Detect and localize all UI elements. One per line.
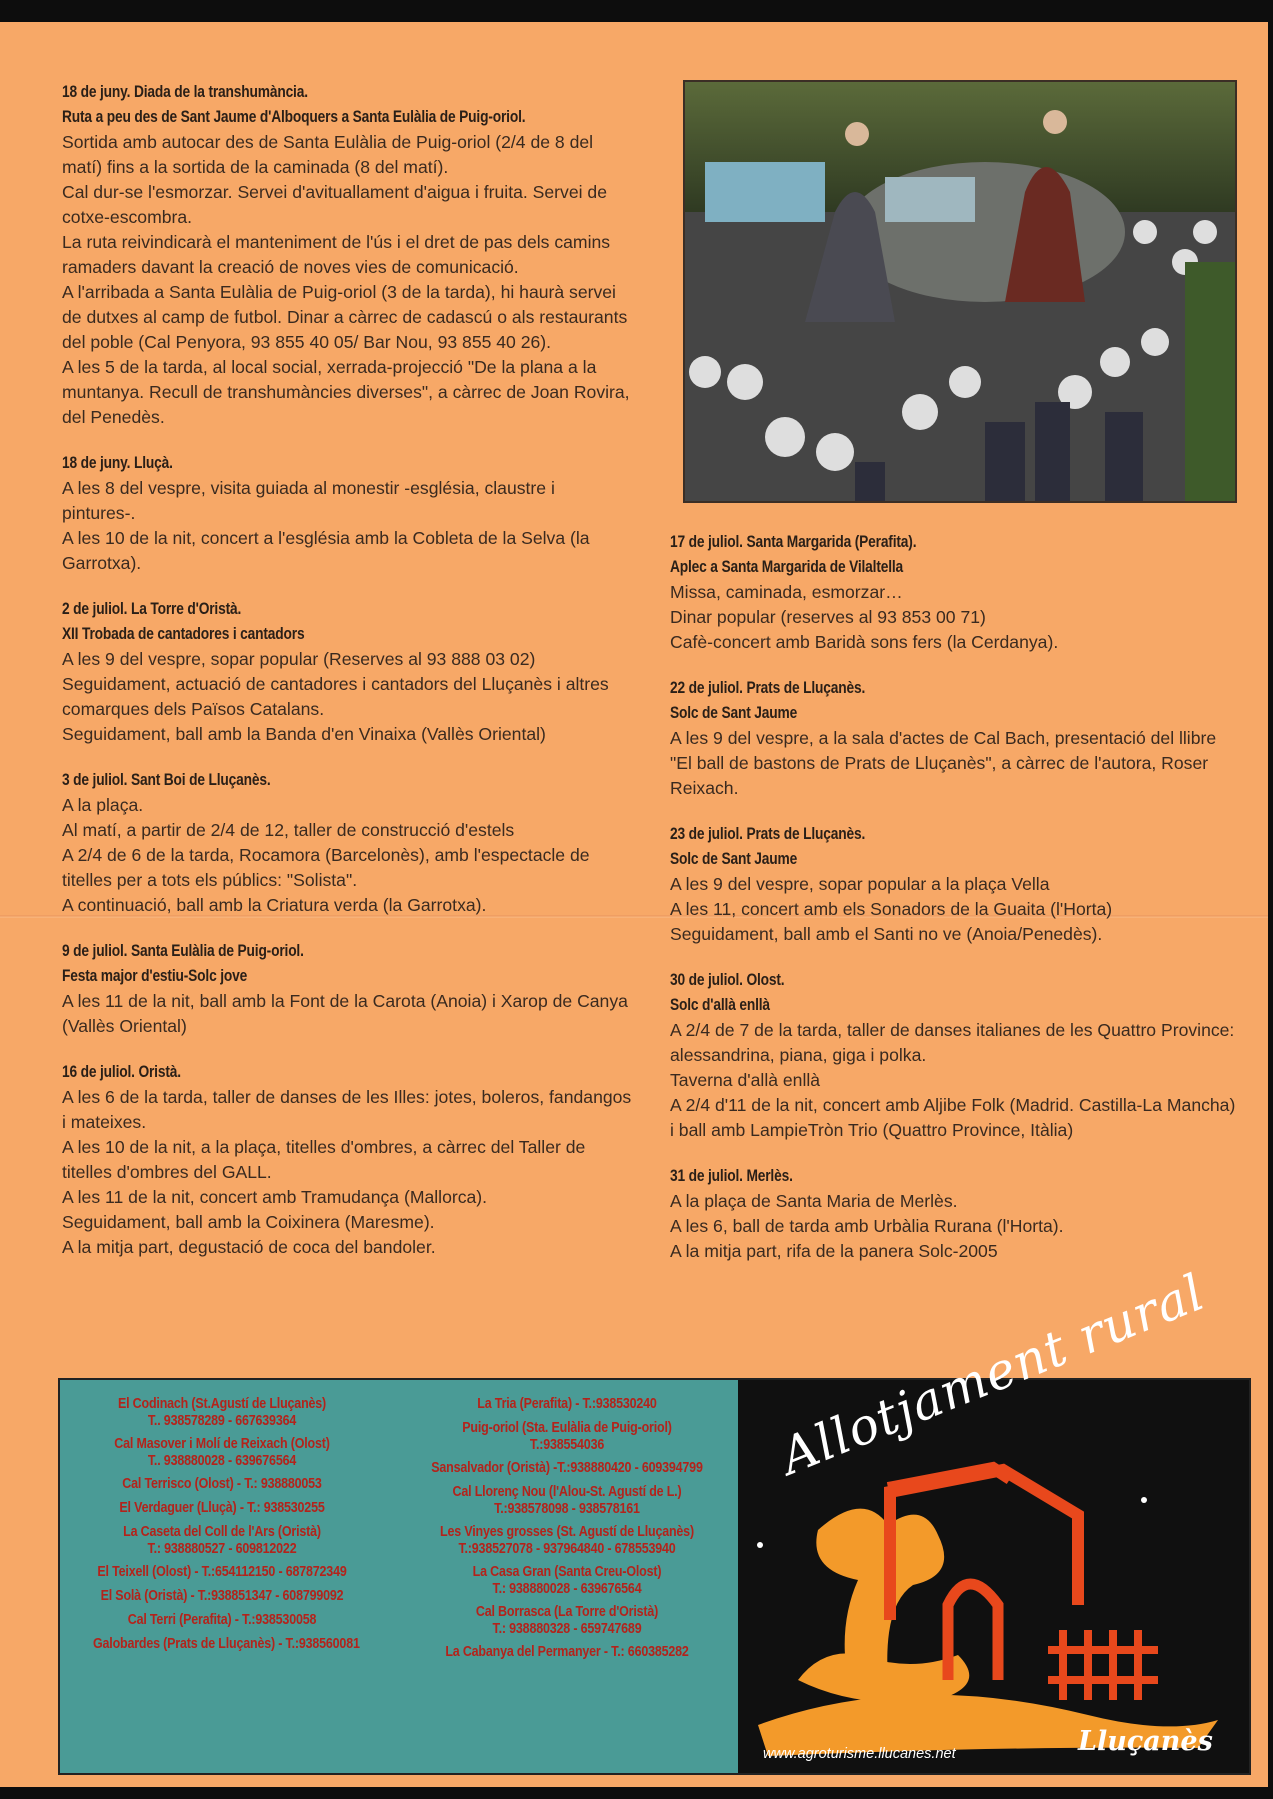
event-entry: [62, 80, 632, 430]
event-detail: A continuació, ball amb la Criatura verda (la Garrotxa).: [62, 895, 487, 915]
accommodation-name: Cal Llorenç Nou (l'Alou-St. Agustí de L.): [452, 1484, 682, 1500]
event-subtitle: XII Trobada de cantadores i cantadors: [62, 625, 305, 643]
event-detail: A les 6, ball de tarda amb Urbàlia Rurana (l'Horta).: [670, 1216, 1064, 1236]
accommodation-name: Cal Terrisco (Olost) - T.: 938880053: [122, 1476, 322, 1492]
accommodation-phone: T.. 938578289 - 667639364: [147, 1413, 297, 1429]
event-subtitle: Ruta a peu des de Sant Jaume d'Alboquers a Santa Eulàlia de Puig-oriol.: [62, 108, 526, 126]
accommodation-item: [93, 1500, 351, 1517]
event-detail: Cal dur-se l'esmorzar. Servei d'avituallament d'aigua i fruita. Servei de cotxe-escombra.: [62, 182, 607, 227]
accommodation-item: [93, 1636, 360, 1653]
logo-title: Allotjament rural: [772, 1263, 1213, 1486]
accommodation-item: [422, 1420, 713, 1454]
event-entry: [670, 822, 1240, 947]
event-entry: [62, 451, 632, 576]
event-detail: A la mitja part, degustació de coca del bandoler.: [62, 1237, 436, 1257]
event-detail: Seguidament, actuació de cantadores i cantadors del Lluçanès i altres comarques dels Països Catalans.: [62, 674, 609, 719]
event-entry: [62, 597, 632, 747]
event-detail: Taverna d'allà enllà: [670, 1070, 821, 1090]
accommodation-item: [93, 1396, 351, 1430]
event-detail: A la mitja part, rifa de la panera Solc-2005: [670, 1241, 998, 1261]
allotjament-rural-logo: [738, 1263, 1249, 1773]
region-name: Lluçanès: [1078, 1726, 1213, 1757]
event-title: 18 de juny. Diada de la transhumància.: [62, 83, 308, 101]
event-title: 18 de juny. Lluçà.: [62, 454, 173, 472]
accommodation-name: Cal Masover i Molí de Reixach (Olost): [114, 1436, 330, 1452]
event-subtitle: Solc d'allà enllà: [670, 996, 770, 1014]
event-detail: A les 11 de la nit, concert amb Tramudança (Mallorca).: [62, 1187, 488, 1207]
accommodation-name: Cal Borrasca (La Torre d'Oristà): [475, 1604, 659, 1620]
accommodation-phone: T.: 938880328 - 659747689: [492, 1621, 642, 1637]
event-subtitle: Aplec a Santa Margarida de Vilaltella: [670, 558, 904, 576]
accommodation-name: El Codinach (St.Agustí de Lluçanès): [117, 1396, 327, 1412]
accommodation-name: La Casa Gran (Santa Creu-Olost): [472, 1564, 662, 1580]
brochure-page: [0, 22, 1268, 1787]
accommodation-phone: T.: 938880028 - 639676564: [492, 1581, 642, 1597]
event-entry: [62, 768, 632, 918]
accommodation-item: [93, 1436, 351, 1470]
event-detail: A la plaça de Santa Maria de Merlès.: [670, 1191, 958, 1211]
event-title: 31 de juliol. Merlès.: [670, 1167, 793, 1185]
accommodation-item: [93, 1588, 351, 1605]
event-detail: Sortida amb autocar des de Santa Eulàlia de Puig-oriol (2/4 de 8 del matí) fins a la sortida de la caminada (8 del matí).: [62, 132, 594, 177]
accommodation-name: Les Vinyes grosses (St. Agustí de Lluçanès): [440, 1524, 694, 1540]
event-entry: [670, 530, 1240, 655]
events-left-column: [62, 80, 632, 1281]
event-title: 2 de juliol. La Torre d'Oristà.: [62, 600, 242, 618]
accommodation-phone: T.:938527078 - 937964840 - 678553940: [458, 1541, 676, 1557]
event-detail: Missa, caminada, esmorzar…: [670, 582, 903, 602]
accommodation-name: El Solà (Oristà) - T.:938851347 - 608799092: [100, 1588, 344, 1604]
event-detail: Dinar popular (reserves al 93 853 00 71): [670, 607, 986, 627]
accommodation-item: [422, 1460, 713, 1477]
accommodation-item: [93, 1476, 351, 1493]
accommodation-name: Sansalvador (Oristà) -T.:938880420 - 609394799: [431, 1460, 703, 1476]
accommodation-name: La Cabanya del Permanyer - T.: 660385282: [445, 1644, 689, 1660]
event-detail: A les 11, concert amb els Sonadors de la Guaita (l'Horta): [670, 899, 1113, 919]
accommodation-item: [422, 1564, 713, 1598]
event-detail: A les 11 de la nit, ball amb la Font de la Carota (Anoia) i Xarop de Canya (Vallès Oriental): [62, 991, 628, 1036]
accommodation-name: La Tria (Perafita) - T.:938530240: [477, 1396, 657, 1412]
event-title: 17 de juliol. Santa Margarida (Perafita).: [670, 533, 917, 551]
accommodation-name: El Verdaguer (Lluçà) - T.: 938530255: [119, 1500, 325, 1516]
accommodation-item: [422, 1484, 713, 1518]
event-detail: Cafè-concert amb Baridà sons fers (la Cerdanya).: [670, 632, 1059, 652]
event-title: 9 de juliol. Santa Eulàlia de Puig-oriol.: [62, 942, 304, 960]
event-detail: A 2/4 de 6 de la tarda, Rocamora (Barcelonès), amb l'espectacle de titelles per a tots els públics: "Solista".: [62, 845, 590, 890]
event-detail: La ruta reivindicarà el manteniment de l'ús i el dret de pas dels camins ramaders davant la creació de noves vies de comunicació.: [62, 232, 611, 277]
event-detail: A 2/4 d'11 de la nit, concert amb Aljibe Folk (Madrid. Castilla-La Mancha) i ball amb LampieTròn Trio (Quattro Province, Itàlia): [670, 1095, 1236, 1140]
accommodation-item: [93, 1564, 351, 1581]
accommodation-phone: T.:938554036: [529, 1437, 605, 1453]
event-detail: Seguidament, ball amb el Santi no ve (Anoia/Penedès).: [670, 924, 1103, 944]
event-detail: A la plaça.: [62, 795, 144, 815]
event-entry: [670, 1164, 1240, 1264]
accommodation-name: La Caseta del Coll de l'Ars (Oristà): [123, 1524, 321, 1540]
event-detail: A l'arribada a Santa Eulàlia de Puig-oriol (3 de la tarda), hi haurà servei de dutxes al camp de futbol. Dinar a càrrec de cadascú o als restaurants del poble (Cal Penyora, 93 855 40 05/ Bar Nou, 93 855 40 26).: [62, 282, 628, 352]
accommodation-name: Galobardes (Prats de Lluçanès) - T.:938560081: [93, 1636, 360, 1652]
event-entry: [62, 1060, 632, 1260]
event-detail: A les 9 del vespre, sopar popular (Reserves al 93 888 03 02): [62, 649, 536, 669]
accommodation-item: [93, 1524, 351, 1558]
event-entry: [670, 968, 1240, 1143]
accommodation-left-column: [72, 1396, 372, 1660]
event-detail: A les 9 del vespre, a la sala d'actes de Cal Bach, presentació del llibre "El ball de bastons de Prats de Lluçanès", a càrrec de l'autora, Roser Reixach.: [670, 728, 1217, 798]
festival-photo: [683, 80, 1237, 503]
event-entry: [62, 939, 632, 1039]
event-subtitle: Solc de Sant Jaume: [670, 704, 798, 722]
accommodation-item: [422, 1644, 713, 1661]
event-detail: A les 8 del vespre, visita guiada al monestir -església, claustre i pintures-.: [62, 478, 555, 523]
accommodation-name: Cal Terri (Perafita) - T.:938530058: [127, 1612, 317, 1628]
accommodation-item: [93, 1612, 351, 1629]
accommodation-list: [60, 1380, 738, 1773]
accommodation-phone: T.: 938880527 - 609812022: [147, 1541, 297, 1557]
accommodation-item: [422, 1524, 713, 1558]
accommodation-phone: T.. 938880028 - 639676564: [147, 1453, 297, 1469]
event-detail: Seguidament, ball amb la Coixinera (Maresme).: [62, 1212, 435, 1232]
accommodation-right-column: [398, 1396, 736, 1668]
event-detail: Al matí, a partir de 2/4 de 12, taller de construcció d'estels: [62, 820, 515, 840]
accommodation-item: [422, 1396, 713, 1413]
event-title: 16 de juliol. Oristà.: [62, 1063, 181, 1081]
event-title: 3 de juliol. Sant Boi de Lluçanès.: [62, 771, 271, 789]
events-right-column: [670, 530, 1240, 1285]
website-url[interactable]: www.agroturisme.llucanes.net: [763, 1746, 956, 1762]
rural-accommodation-box: [58, 1263, 1251, 1775]
event-entry: [670, 676, 1240, 801]
accommodation-name: El Teixell (Olost) - T.:654112150 - 687872349: [97, 1564, 347, 1580]
accommodation-name: Puig-oriol (Sta. Eulàlia de Puig-oriol): [462, 1420, 672, 1436]
event-title: 30 de juliol. Olost.: [670, 971, 785, 989]
event-detail: A les 6 de la tarda, taller de danses de les Illes: jotes, boleros, fandangos i mateixes.: [62, 1087, 632, 1132]
accommodation-phone: T.:938578098 - 938578161: [494, 1501, 640, 1517]
accommodation-item: [422, 1604, 713, 1638]
event-detail: A les 10 de la nit, concert a l'església amb la Cobleta de la Selva (la Garrotxa).: [62, 528, 590, 573]
event-detail: A les 5 de la tarda, al local social, xerrada-projecció "De la plana a la muntanya. Recull de transhumàncies diverses", a càrrec de Joan Rovira, del Penedès.: [62, 357, 630, 427]
event-title: 22 de juliol. Prats de Lluçanès.: [670, 679, 866, 697]
event-detail: A 2/4 de 7 de la tarda, taller de danses italianes de les Quattro Province: alessandrina, piana, giga i polka.: [670, 1020, 1235, 1065]
event-detail: A les 9 del vespre, sopar popular a la plaça Vella: [670, 874, 1050, 894]
event-subtitle: Festa major d'estiu-Solc jove: [62, 967, 248, 985]
event-title: 23 de juliol. Prats de Lluçanès.: [670, 825, 866, 843]
event-detail: Seguidament, ball amb la Banda d'en Vinaixa (Vallès Oriental): [62, 724, 546, 744]
event-detail: A les 10 de la nit, a la plaça, titelles d'ombres, a càrrec del Taller de titelles d'ombres del GALL.: [62, 1137, 586, 1182]
event-subtitle: Solc de Sant Jaume: [670, 850, 798, 868]
